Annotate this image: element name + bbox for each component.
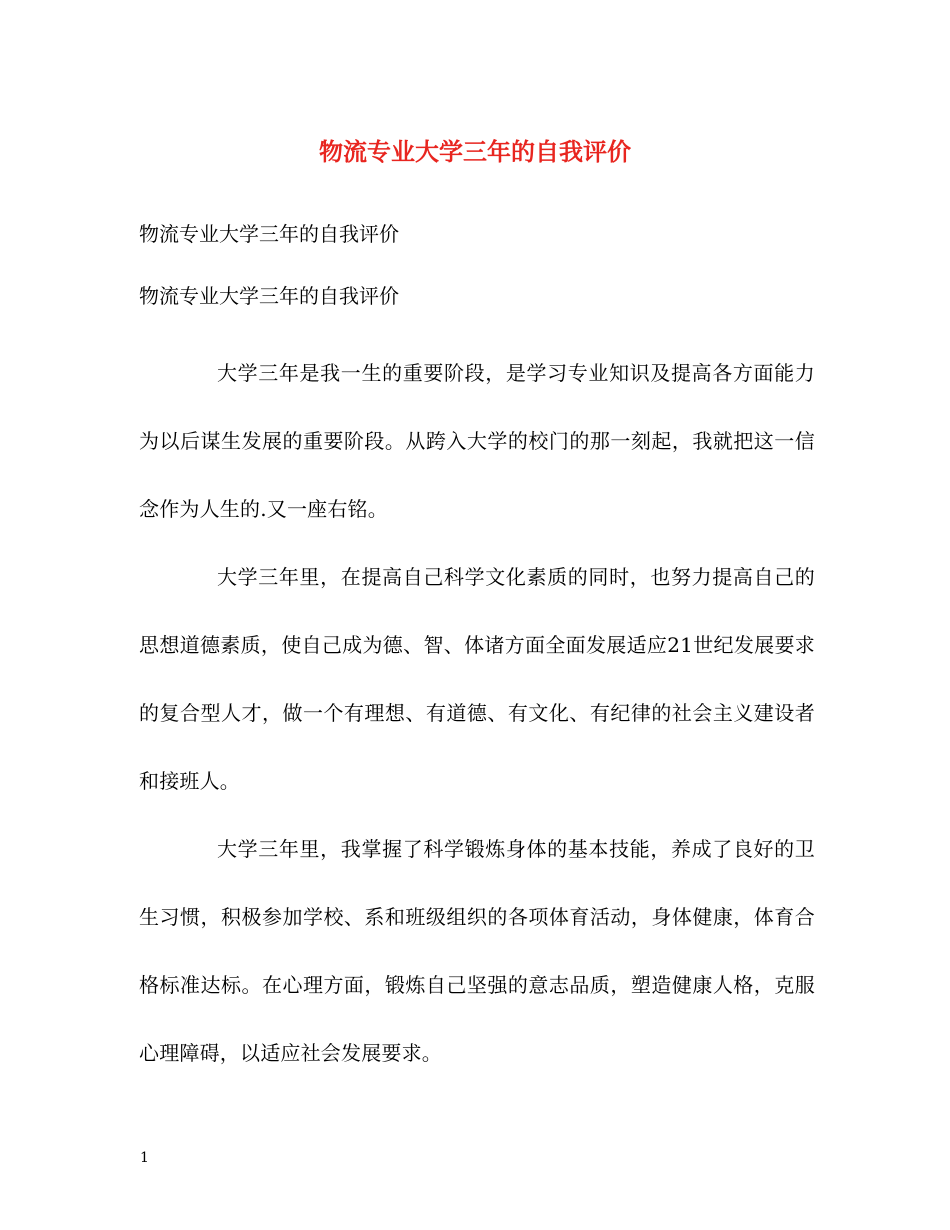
document-body bbox=[139, 339, 815, 1087]
document-title: 物流专业大学三年的自我评价 bbox=[319, 137, 631, 166]
paragraph-1: 大学三年是我一生的重要阶段，是学习专业知识及提高各方面能力为以后谋生发展的重要阶段。从跨入大学的校门的那一刻起，我就把这一信念作为人生的.又一座右铭。 bbox=[139, 361, 815, 521]
page-number: 1 bbox=[140, 1150, 149, 1166]
subtitle-line-2: 物流专业大学三年的自我评价 bbox=[139, 284, 399, 308]
paragraph-3: 大学三年里，我掌握了科学锻炼身体的基本技能，养成了良好的卫生习惯，积极参加学校、系和班级组织的各项体育活动，身体健康，体育合格标准达标。在心理方面，锻炼自己坚强的意志品质，塑造健康人格，克服心理障碍，以适应社会发展要求。 bbox=[139, 837, 815, 1065]
paragraph-2: 大学三年里，在提高自己科学文化素质的同时，也努力提高自己的思想道德素质，使自己成为德、智、体诸方面全面发展适应21世纪发展要求的复合型人才，做一个有理想、有道德、有文化、有纪律的社会主义建设者和接班人。 bbox=[139, 565, 815, 793]
subtitle-line-1: 物流专业大学三年的自我评价 bbox=[139, 222, 399, 246]
